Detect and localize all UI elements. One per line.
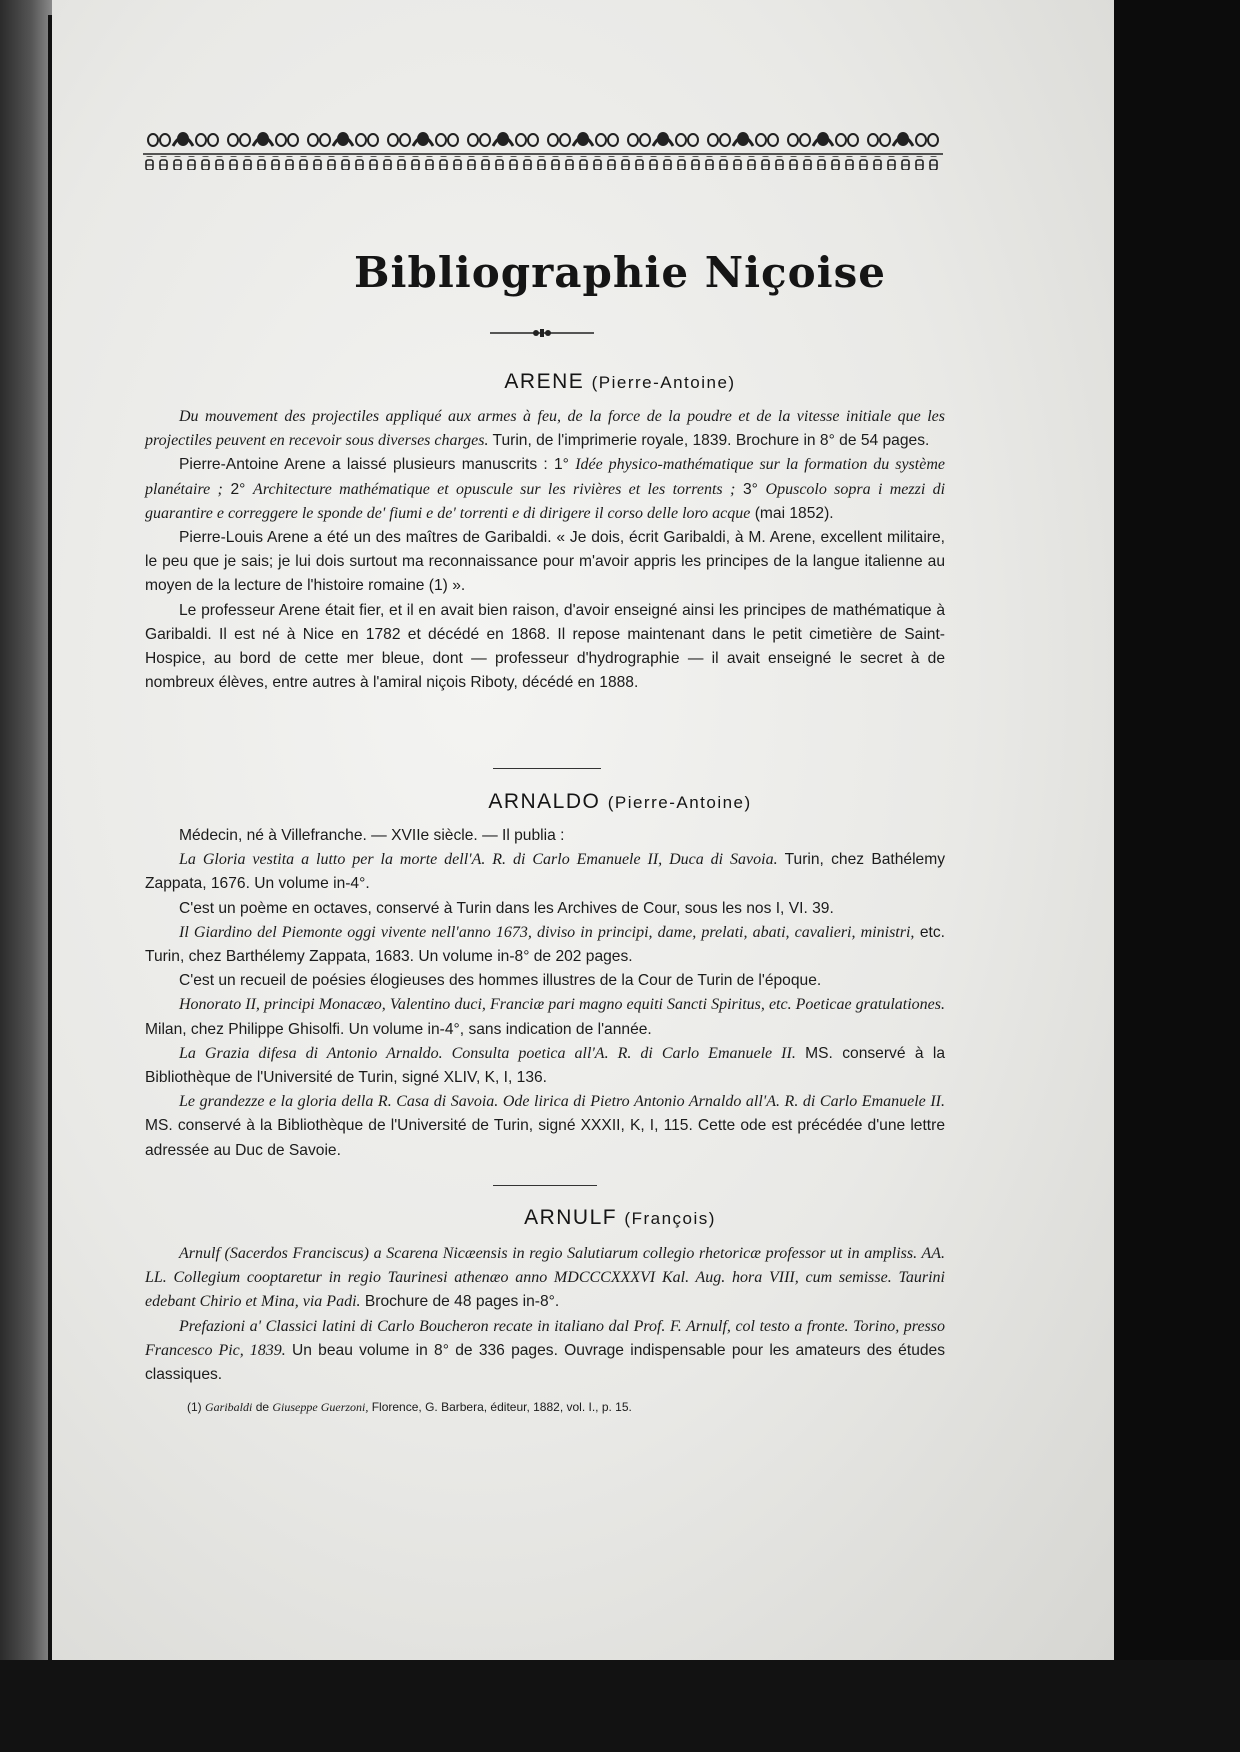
heading-firstname: (Pierre-Antoine): [607, 793, 752, 812]
paragraph: [145, 1242, 945, 1315]
section-body-arnaldo: [145, 824, 945, 1163]
heading-surname: ARNULF: [524, 1206, 618, 1229]
paragraph: Le professeur Arene était fier, et il en avait bien raison, d'avoir enseigné ainsi les principes de mathématique à Garibaldi. Il est né à Nice en 1782 et décédé en 1868. Il repose maintenant dans le petit cimetière de Saint-Hospice, au bord de cette mer bleue, dont — professeur d'hydrographie — il avait enseigné le secret à de nombreux élèves, entre autres à l'amiral niçois Riboty, décédé en 1888.: [145, 601, 945, 692]
text: Turin, chez Bathélemy Zappata, 1676. Un volume in-4°.: [145, 851, 945, 893]
section-heading-arnulf: [0, 1206, 1240, 1230]
paragraph: Pierre-Louis Arene a été un des maîtres de Garibaldi. « Je dois, écrit Garibaldi, à M. Arene, excellent militaire, le peu que je sais; je lui dois surtout ma reconnaissance pour m'avoir appris les principes de la langue italienne au moyen de la lecture de l'histoire romaine (1) ».: [145, 529, 945, 595]
section-separator: [493, 1185, 597, 1186]
section-heading-arene: [0, 370, 1240, 394]
heading-firstname: (François): [624, 1209, 716, 1228]
footnote-italic: Garibaldi: [205, 1400, 253, 1414]
paragraph: [145, 921, 945, 969]
text: Turin, de l'imprimerie royale, 1839. Brochure in 8° de 54 pages.: [488, 432, 930, 450]
heading-firstname: (Pierre-Antoine): [591, 373, 736, 392]
footnote-text: de: [252, 1400, 273, 1414]
paragraph: C'est un recueil de poésies élogieuses des hommes illustres de la Cour de Turin de l'époque.: [179, 972, 822, 990]
paragraph: [145, 1090, 945, 1163]
work-title: Idée physico-mathématique sur la formation du système planétaire ;: [145, 456, 945, 498]
paragraph: [145, 848, 945, 896]
paragraph: C'est un poème en octaves, conservé à Turin dans les Archives de Cour, sous les nos I, VI. 39.: [179, 899, 834, 917]
footnote-text: Florence, G. Barbera, éditeur, 1882, vol. I., p. 15.: [368, 1400, 632, 1414]
text: MS. conservé à la Bibliothèque de l'Université de Turin, signé XXXII, K, I, 115. Cette ode est précédée d'une lettre adressée au Duc de Savoie.: [145, 1117, 945, 1159]
work-title: Arnulf (Sacerdos Franciscus) a Scarena Nicæensis in regio Salutiarum collegio rhetoricæ professor ut in ampliss. AA. LL. Collegium cooptaretur in regio Taurinesi athenæo anno MDCCCXXXVI Kal. Aug. hora VIII, cum semisse. Taurini edebant Chirio et Mina, via Padi.: [145, 1245, 945, 1311]
work-title: Le grandezze e la gloria della R. Casa di Savoia. Ode lirica di Pietro Antonio Arnaldo all'A. R. di Carlo Emanuele II.: [179, 1093, 945, 1111]
section-heading-arnaldo: [0, 790, 1240, 814]
text: 2°: [222, 480, 254, 498]
page-title: Bibliographie Niçoise: [354, 248, 886, 297]
work-title: La Grazia difesa di Antonio Arnaldo. Consulta poetica all'A. R. di Carlo Emanuele II.: [179, 1044, 796, 1062]
work-title: La Gloria vestita a lutto per la morte dell'A. R. di Carlo Emanuele II, Duca di Savoia.: [179, 851, 778, 869]
footnote: [187, 1400, 947, 1415]
heading-surname: ARENE: [504, 370, 585, 393]
text: etc. Turin, chez Barthélemy Zappata, 1683. Un volume in-8° de 202 pages.: [145, 923, 946, 966]
work-title: Il Giardino del Piemonte oggi vivente nell'anno 1673, diviso in principi, dame, prelati, abati, cavalieri, ministri,: [179, 923, 915, 941]
text: Brochure de 48 pages in-8°.: [360, 1293, 560, 1311]
title-flourish: [490, 328, 594, 338]
text: Un beau volume in 8° de 336 pages. Ouvrage indispensable pour les amateurs des études classiques.: [145, 1341, 946, 1384]
text: MS. conservé à la Bibliothèque de l'Université de Turin, signé XLIV, K, I, 136.: [145, 1044, 945, 1087]
bottom-shadow: [0, 1660, 1240, 1752]
section-body-arnulf: [145, 1242, 945, 1387]
work-title: Architecture mathématique et opuscule sur les rivières et les torrents ;: [253, 480, 736, 498]
paragraph: [145, 453, 945, 526]
header-ornament: [143, 130, 943, 172]
heading-surname: ARNALDO: [488, 790, 601, 813]
text: (mai 1852).: [750, 504, 834, 522]
section-separator: [493, 768, 601, 769]
work-title: Prefazioni a' Classici latini di Carlo Boucheron recate in italiano dal Prof. F. Arnulf, col testo a fronte. Torino, presso Francesco Pic, 1839.: [145, 1317, 945, 1359]
text: Milan, chez Philippe Ghisolfi. Un volume in-4°, sans indication de l'année.: [145, 1020, 652, 1038]
section-body-arene: [145, 405, 945, 695]
work-title: Honorato II, principi Monacæo, Valentino duci, Franciæ pari magno equiti Sancti Spiritus, etc. Poeticae gratulationes.: [179, 996, 945, 1014]
footnote-italic: Giuseppe Guerzoni,: [272, 1400, 369, 1414]
work-title: Opuscolo sopra i mezzi di guarantire e correggere le sponde de' fiumi e de' torrenti e di dirigere il corso delle loro acque: [145, 480, 946, 522]
paragraph: Médecin, né à Villefranche. — XVIIe siècle. — Il publia :: [179, 827, 565, 844]
paragraph: [145, 405, 945, 453]
work-title: Du mouvement des projectiles appliqué aux armes à feu, de la force de la poudre et de la vitesse initiale que les projectiles peuvent en recevoir sous diverses charges.: [145, 408, 945, 450]
paragraph: [145, 1042, 945, 1090]
paragraph: [145, 993, 945, 1041]
text: 3°: [735, 480, 766, 498]
text: Pierre-Antoine Arene a laissé plusieurs manuscrits : 1°: [179, 456, 576, 474]
paragraph: [145, 1315, 945, 1388]
footnote-number: (1): [187, 1400, 202, 1414]
